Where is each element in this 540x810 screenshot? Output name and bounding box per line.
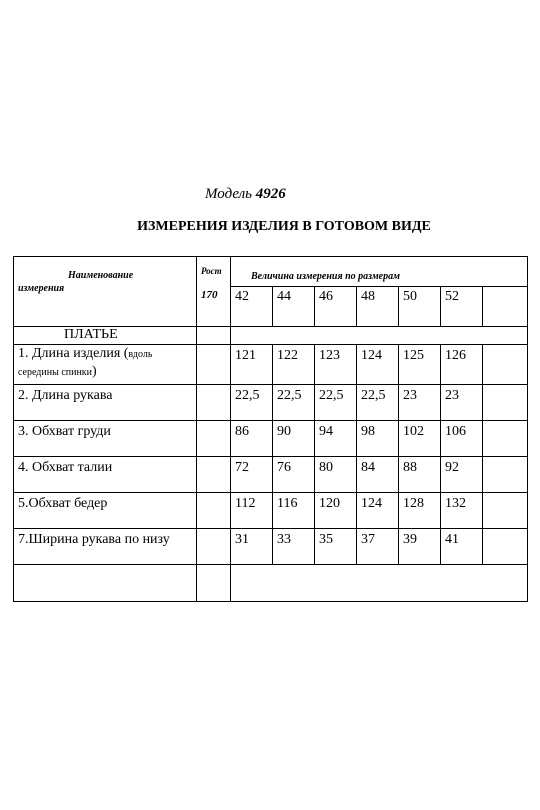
measurement-name: 1. Длина изделия (вдоль середины спинки) — [14, 345, 197, 385]
table-row — [14, 457, 528, 493]
table-row — [14, 385, 528, 421]
value-cell: 121 — [231, 345, 273, 385]
value-cell: 120 — [315, 493, 357, 529]
empty-cell — [483, 457, 528, 493]
value-cell: 22,5 — [231, 385, 273, 421]
value-cell: 112 — [231, 493, 273, 529]
empty-row — [14, 565, 528, 602]
value-cell: 124 — [357, 493, 399, 529]
empty-cell — [197, 565, 231, 602]
empty-cell — [483, 385, 528, 421]
name-header-line2: измерения — [18, 283, 65, 294]
empty-cell — [197, 457, 231, 493]
height-column-header — [197, 257, 231, 327]
name-column-header — [14, 257, 197, 327]
empty-cell — [483, 345, 528, 385]
value-cell: 41 — [441, 529, 483, 565]
size-header: 48 — [357, 287, 399, 327]
empty-cell — [483, 421, 528, 457]
table-row — [14, 421, 528, 457]
size-header: 42 — [231, 287, 273, 327]
value-cell: 80 — [315, 457, 357, 493]
empty-cell — [197, 345, 231, 385]
value-cell: 102 — [399, 421, 441, 457]
value-cell: 124 — [357, 345, 399, 385]
empty-cell — [14, 565, 197, 602]
sizes-group-header: Величина измерения по размерам — [231, 257, 528, 287]
table-row — [14, 345, 528, 385]
empty-cell — [197, 493, 231, 529]
value-cell: 116 — [273, 493, 315, 529]
value-cell: 98 — [357, 421, 399, 457]
size-header: 44 — [273, 287, 315, 327]
size-header: 52 — [441, 287, 483, 327]
empty-cell — [197, 385, 231, 421]
empty-cell — [231, 327, 528, 345]
value-cell: 128 — [399, 493, 441, 529]
model-line — [205, 186, 286, 203]
section-label: ПЛАТЬЕ — [14, 327, 197, 345]
value-cell: 123 — [315, 345, 357, 385]
value-cell: 76 — [273, 457, 315, 493]
empty-cell — [483, 493, 528, 529]
empty-cell — [231, 565, 528, 602]
value-cell: 22,5 — [273, 385, 315, 421]
name-header-line1: Наименование — [68, 270, 134, 281]
section-row — [14, 327, 528, 345]
value-cell: 86 — [231, 421, 273, 457]
measurement-name: 4. Обхват талии — [14, 457, 197, 493]
value-cell: 39 — [399, 529, 441, 565]
size-header: 46 — [315, 287, 357, 327]
model-number: 4926 — [255, 186, 286, 202]
value-cell: 92 — [441, 457, 483, 493]
height-header-label: Рост — [201, 266, 222, 276]
value-cell: 122 — [273, 345, 315, 385]
value-cell: 22,5 — [357, 385, 399, 421]
size-header: 50 — [399, 287, 441, 327]
value-cell: 22,5 — [315, 385, 357, 421]
empty-cell — [197, 529, 231, 565]
value-cell: 72 — [231, 457, 273, 493]
table-row — [14, 529, 528, 565]
model-label: Модель — [205, 186, 253, 202]
page-title: ИЗМЕРЕНИЯ ИЗДЕЛИЯ В ГОТОВОМ ВИДЕ — [137, 219, 431, 234]
value-cell: 94 — [315, 421, 357, 457]
value-cell: 23 — [399, 385, 441, 421]
value-cell: 35 — [315, 529, 357, 565]
value-cell: 84 — [357, 457, 399, 493]
empty-cell — [197, 327, 231, 345]
table-row — [14, 493, 528, 529]
value-cell: 90 — [273, 421, 315, 457]
measurement-name: 5.Обхват бедер — [14, 493, 197, 529]
value-cell: 31 — [231, 529, 273, 565]
value-cell: 125 — [399, 345, 441, 385]
measurement-name: 2. Длина рукава — [14, 385, 197, 421]
value-cell: 37 — [357, 529, 399, 565]
empty-cell — [483, 529, 528, 565]
measurement-name: 7.Ширина рукава по низу — [14, 529, 197, 565]
height-value: 170 — [201, 289, 218, 301]
value-cell: 33 — [273, 529, 315, 565]
value-cell: 23 — [441, 385, 483, 421]
value-cell: 106 — [441, 421, 483, 457]
measurement-table — [13, 256, 528, 602]
size-header-empty — [483, 287, 528, 327]
empty-cell — [197, 421, 231, 457]
value-cell: 88 — [399, 457, 441, 493]
value-cell: 132 — [441, 493, 483, 529]
value-cell: 126 — [441, 345, 483, 385]
measurement-name: 3. Обхват груди — [14, 421, 197, 457]
